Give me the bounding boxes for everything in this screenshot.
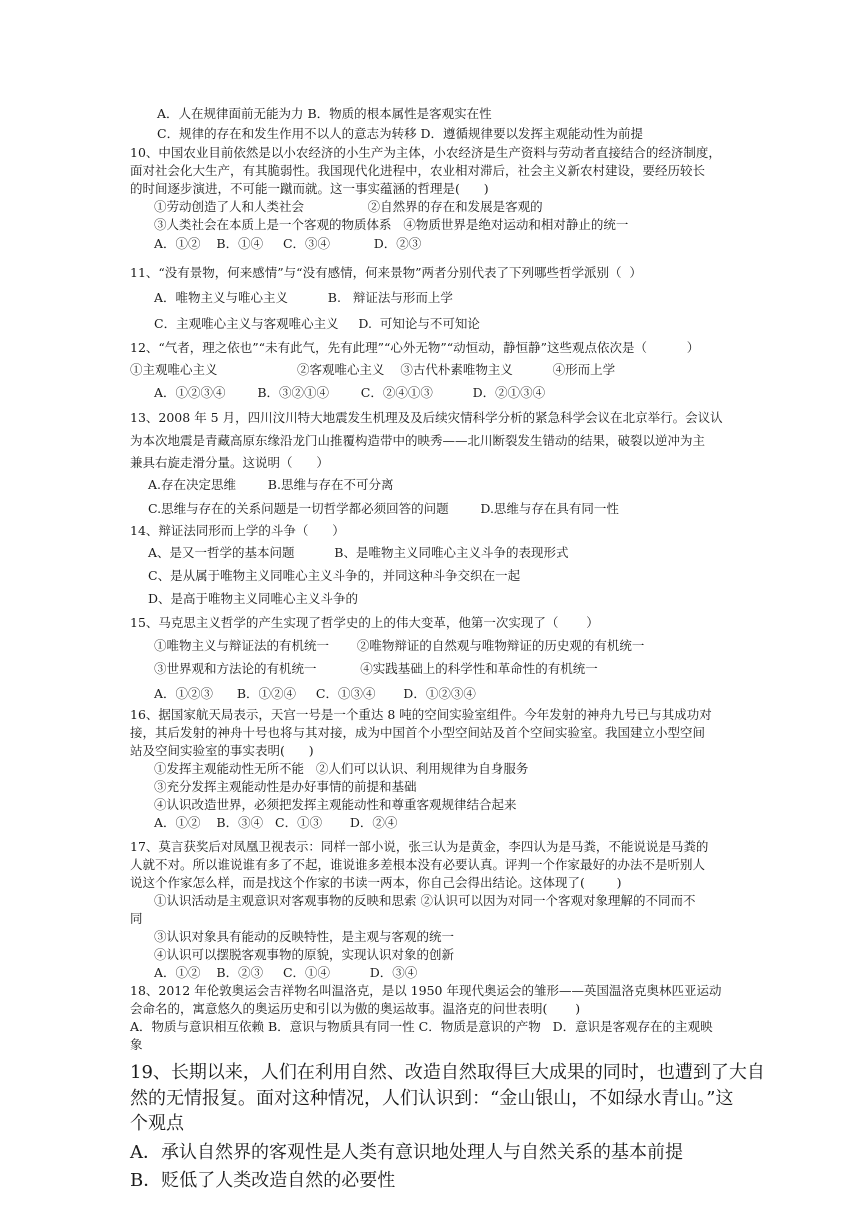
q14-option-d: D、是高于唯物主义同唯心主义斗争的 (148, 591, 359, 606)
q17-stem-line2: 人就不对。所以谁说谁有多了不起，谁说谁多差根本没有必要认真。评判一个作家最好的办法不是听别人 (130, 857, 706, 872)
q15-item-34: ③世界观和方法论的有机统一 ④实践基础上的科学性和革命性的有机统一 (154, 661, 598, 676)
q10-stem-line3: 的时间逐步演进，不可能一蹴而就。这一事实蕴涵的哲理是( ) (130, 181, 489, 196)
q17-stem-line3: 说这个作家怎么样，而是找这个作家的书读一两本，你自己会得出结论。这体现了( ) (130, 875, 622, 890)
q16-item-4: ④认识改造世界，必须把发挥主观能动性和尊重客观规律结合起来 (154, 797, 517, 812)
q18-options: A．物质与意识相互依赖 B．意识与物质具有同一性 C．物质是意识的产物 D．意识是客观存在的主观映 (130, 1019, 713, 1034)
q14-stem: 14、辩证法同形而上学的斗争（ ） (130, 523, 345, 538)
q10-stem-line2: 面对社会化大生产，有其脆弱性。我国现代化进程中，农业相对滞后，社会主义新农村建设，要经历较长 (130, 163, 706, 178)
q12-items: ①主观唯心主义 ②客观唯心主义 ③古代朴素唯物主义 ④形而上学 (130, 362, 616, 377)
q12-stem: 12、“气者，理之依也”“未有此气，先有此理”“心外无物”“动恒动，静恒静”这些观点依次是（ ） (130, 340, 700, 355)
q10-stem-line1: 10、中国农业目前依然是以小农经济的小生产为主体，小农经济是生产资料与劳动者直接结合的经济制度， (130, 145, 721, 160)
q13-stem-line1: 13、2008 年 5 月，四川汶川特大地震发生机理及及后续灾情科学分析的紧急科学会议在北京举行。会议认 (130, 410, 723, 425)
q16-stem-line1: 16、据国家航天局表示，天宫一号是一个重达 8 吨的空间实验室组件。今年发射的神舟九号已与其成功对 (130, 707, 712, 722)
q17-item-12: ①认识活动是主观意识对客观事物的反映和思索 ②认识可以因为对同一个客观对象理解的不同而不 (154, 893, 696, 908)
q12-options: A．①②③④ B．③②①④ C．②④①③ D．②①③④ (154, 385, 546, 400)
q13-options-cd: C.思维与存在的关系问题是一切哲学都必须回答的问题 D.思维与存在具有同一性 (148, 501, 619, 516)
q11-stem: 11、“没有景物，何来感情”与“没有感情，何来景物”两者分别代表了下列哪些哲学派别（ ） (130, 265, 642, 280)
q16-item-12: ①发挥主观能动性无所不能 ②人们可以认识、利用规律为自身服务 (154, 761, 529, 776)
q10-item-34: ③人类社会在本质上是一个客观的物质体系 ④物质世界是绝对运动和相对静止的统一 (154, 217, 629, 232)
q18-stem-line2: 会命名的，寓意悠久的奥运历史和引以为傲的奥运故事。温洛克的问世表明( ) (130, 1001, 581, 1016)
q10-item-12: ①劳动创造了人和人类社会 ②自然界的存在和发展是客观的 (154, 199, 543, 214)
q17-item-3: ③认识对象具有能动的反映特性，是主观与客观的统一 (154, 929, 455, 944)
q17-options: A．①② B．②③ C．①④ D．③④ (154, 965, 418, 980)
q15-stem: 15、马克思主义哲学的产生实现了哲学史的上的伟大变革，他第一次实现了（ ） (130, 615, 599, 630)
q9-options-cd: C．规律的存在和发生作用不以人的意志为转移 D．遵循规律要以发挥主观能动性为前提 (157, 126, 644, 141)
q16-stem-line3: 站及空间实验室的事实表明( ) (130, 743, 314, 758)
q13-stem-line2: 为本次地震是青藏高原东缘沿龙门山推覆构造带中的映秀——北川断裂发生错动的结果，破裂以逆冲为主 (130, 433, 706, 448)
q19-stem-line2: 然的无情报复。面对这种情况，人们认识到：“金山银山，不如绿水青山。”这 (130, 1088, 734, 1109)
q11-options-cd: C．主观唯心主义与客观唯心主义 D. 可知论与不可知论 (154, 316, 480, 331)
q13-options-ab: A.存在决定思维 B.思维与存在不可分离 (148, 477, 394, 492)
q11-options-ab: A．唯物主义与唯心主义 B. 辩证法与形而上学 (154, 290, 453, 305)
q17-item-2-wrap: 同 (130, 911, 143, 926)
q19-option-a: A．承认自然界的客观性是人类有意识地处理人与自然关系的基本前提 (130, 1142, 683, 1163)
q16-item-3: ③充分发挥主观能动性是办好事情的前提和基础 (154, 779, 417, 794)
q9-options-ab: A．人在规律面前无能为力 B．物质的根本属性是客观实在性 (157, 106, 492, 121)
q15-item-12: ①唯物主义与辩证法的有机统一 ②唯物辩证的自然观与唯物辩证的历史观的有机统一 (154, 638, 645, 653)
q17-item-4: ④认识可以摆脱客观事物的原貌，实现认识对象的创新 (154, 947, 455, 962)
q16-stem-line2: 接，其后发射的神舟十号也将与其对接，成为中国首个小型空间站及首个空间实验室。我国建立小型空间 (130, 725, 706, 740)
q18-options-wrap: 象 (130, 1037, 143, 1052)
q19-stem-line3: 个观点 (130, 1113, 184, 1134)
q19-stem-line1: 19、长期以来，人们在利用自然、改造自然取得巨大成果的同时，也遭到了大自 (130, 1062, 765, 1083)
q19-option-b: B．贬低了人类改造自然的必要性 (130, 1170, 396, 1191)
q10-options: A．①② B．①④ C．③④ D．②③ (154, 236, 422, 251)
q18-stem-line1: 18、2012 年伦敦奥运会吉祥物名叫温洛克，是以 1950 年现代奥运会的雏形——英国温洛克奥林匹亚运动 (130, 983, 722, 998)
q14-option-ab: A、是又一哲学的基本问题 B、是唯物主义同唯心主义斗争的表现形式 (148, 545, 569, 560)
q16-options: A．①② B．③④ C．①③ D．②④ (154, 815, 398, 830)
q15-options: A．①②③ B．①②④ C．①③④ D．①②③④ (154, 686, 476, 701)
q14-option-c: C、是从属于唯物主义同唯心主义斗争的，并同这种斗争交织在一起 (148, 568, 521, 583)
q13-stem-line3: 兼具右旋走滑分量。这说明（ ） (130, 455, 329, 470)
q17-stem-line1: 17、莫言获奖后对凤凰卫视表示：同样一部小说，张三认为是黄金，李四认为是马粪，不能说说是马粪的 (130, 839, 709, 854)
